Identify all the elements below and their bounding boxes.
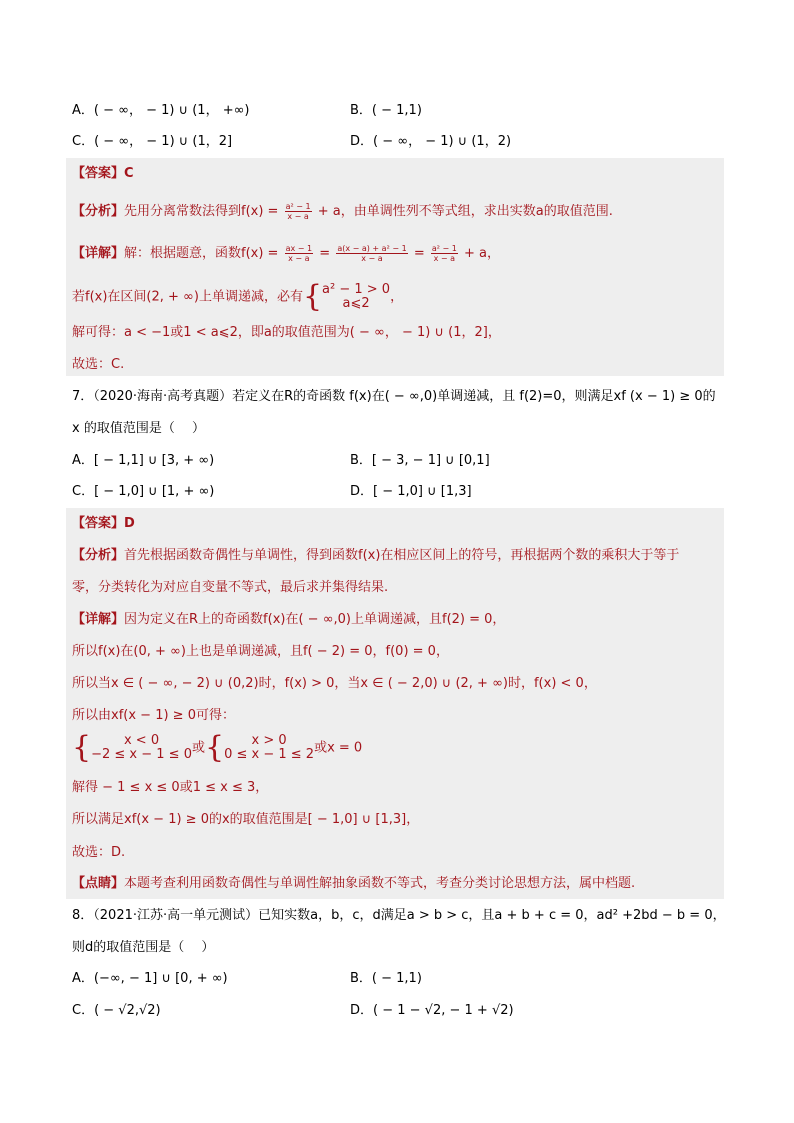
equals-sign: =	[319, 246, 331, 261]
q7-option-b: B．[ − 3, − 1] ∪ [0,1]	[350, 453, 490, 468]
q7-case-systems	[72, 730, 363, 765]
q7-comment-text: 本题考查利用函数奇偶性与单调性解抽象函数不等式，考查分类讨论思想方法，属中档题.	[124, 876, 636, 891]
detail-line	[72, 244, 500, 264]
q7-detail-line-6: 所以满足xf(x − 1) ≥ 0的x的取值范围是[ − 1,0] ∪ [1,3]，	[72, 812, 420, 827]
q7-answer-tag: 【答案】	[72, 516, 125, 531]
detail-fraction-1	[285, 244, 314, 263]
case-system-1	[91, 734, 192, 762]
option-c: C．( − ∞， − 1) ∪ (1，2]	[72, 134, 233, 149]
analysis-line	[72, 202, 613, 222]
answer-tag: 【答案】	[72, 166, 125, 181]
system-row-2: −2 ≤ x − 1 ≤ 0	[91, 747, 192, 762]
detail-fraction-3	[431, 244, 458, 263]
system-row-1: x > 0	[251, 733, 287, 748]
option-a: A．( − ∞， − 1) ∪ (1， +∞)	[72, 103, 250, 118]
fraction-denominator: x − a	[433, 254, 456, 263]
q8-option-a: A．(−∞, − 1] ∪ [0, + ∞)	[72, 971, 228, 986]
q7-stem-line-1: 7．（2020·海南·高考真题）若定义在R的奇函数 f(x)在( − ∞,0)单调递减，且 f(2)=0，则满足xf (x − 1) ≥ 0的	[72, 389, 716, 404]
q7-detail-line-2: 所以f(x)在(0, + ∞)上也是单调递减，且f( − 2) = 0，f(0) = 0，	[72, 644, 449, 659]
option-d: D．( − ∞， − 1) ∪ (1，2)	[350, 134, 512, 149]
fraction-numerator: ax − 1	[285, 244, 313, 253]
solution-block	[66, 158, 724, 376]
left-brace: {	[302, 279, 323, 314]
detail-text-post: + a，	[464, 246, 500, 261]
q8-stem-line-1: 8．（2021·江苏·高一单元测试）已知实数a，b，c，d满足a > b > c，且a + b + c = 0，ad² +2bd − b = 0，	[72, 908, 726, 923]
system-row-2: a⩽2	[342, 296, 370, 311]
analysis-fraction	[285, 202, 312, 221]
q7-detail-line-4: 所以由xf(x − 1) ≥ 0可得：	[72, 708, 235, 723]
case-system-2	[224, 734, 314, 762]
line2-pre: 若f(x)在区间(2, + ∞)上单调递减，必有	[72, 289, 303, 305]
option-b: B．( − 1,1)	[350, 103, 422, 118]
q7-option-a: A．[ − 1,1] ∪ [3, + ∞)	[72, 453, 215, 468]
q7-analysis-tag: 【分析】	[72, 548, 125, 563]
q7-analysis-line-1	[72, 546, 679, 566]
system-row-2: 0 ≤ x − 1 ≤ 2	[224, 747, 315, 762]
q7-comment-tag: 【点睛】	[72, 876, 125, 891]
q7-analysis-line-2: 零，分类转化为对应自变量不等式，最后求并集得结果.	[72, 580, 389, 595]
equals-sign: =	[413, 246, 425, 261]
fraction-numerator: a(x − a) + a² − 1	[337, 244, 407, 253]
q7-detail-line-1	[72, 610, 505, 630]
q7-option-d: D．[ − 1,0] ∪ [1,3]	[350, 484, 472, 499]
q7-detail-tag: 【详解】	[72, 612, 125, 627]
detail-line-4: 故选：C.	[72, 357, 125, 372]
detail-line-3: 解可得：a < −1或1 < a⩽2，即a的取值范围为( − ∞， − 1) ∪ (1，2]，	[72, 325, 501, 340]
detail-tag: 【详解】	[72, 246, 125, 261]
q7-detail-text: 因为定义在R上的奇函数f(x)在( − ∞,0)上单调递减，且f(2) = 0，	[124, 612, 506, 627]
analysis-text-post: + a，由单调性列不等式组，求出实数a的取值范围.	[317, 204, 613, 219]
q7-comment-line	[72, 874, 635, 894]
q7-answer-line	[72, 514, 135, 534]
fraction-numerator: a² − 1	[431, 244, 457, 253]
detail-line-2	[72, 279, 404, 314]
q7-option-c: C．[ − 1,0] ∪ [1, + ∞)	[72, 484, 215, 499]
q7-detail-line-7: 故选：D.	[72, 845, 126, 860]
q7-analysis-text: 首先根据函数奇偶性与单调性，得到函数f(x)在相应区间上的符号，再根据两个数的乘积大于等于	[124, 548, 680, 563]
line2-post: ，	[390, 289, 404, 305]
analysis-text-pre: 先用分离常数法得到f(x) =	[124, 204, 279, 219]
detail-text-pre: 解：根据题意，函数f(x) =	[124, 246, 279, 261]
q7-answer-value: D	[124, 516, 135, 531]
answer-line	[72, 164, 134, 184]
q7-detail-line-3: 所以当x ∈ ( − ∞, − 2) ∪ (0,2)时，f(x) > 0，当x ∈ ( − 2,0) ∪ (2, + ∞)时，f(x) < 0，	[72, 676, 597, 691]
left-brace: {	[204, 730, 225, 765]
q8-option-b: B．( − 1,1)	[350, 971, 422, 986]
q8-option-c: C．( − √2,√2)	[72, 1003, 161, 1018]
detail-fraction-2	[336, 244, 407, 263]
q8-stem-line-2: 则d的取值范围是（ ）	[72, 940, 215, 955]
fraction-denominator: x − a	[288, 254, 310, 263]
analysis-tag: 【分析】	[72, 204, 125, 219]
system-row-1: x < 0	[123, 733, 160, 748]
system-row-1: a² − 1 > 0	[322, 282, 391, 297]
q7-stem-line-2: x 的取值范围是（ ）	[72, 421, 205, 436]
q8-option-d: D．( − 1 − √2, − 1 + √2)	[350, 1003, 514, 1018]
q7-solution-block	[66, 508, 724, 899]
left-brace: {	[72, 730, 92, 765]
q7-detail-line-5: 解得 − 1 ≤ x ≤ 0或1 ≤ x ≤ 3，	[72, 780, 269, 795]
or-text: 或	[191, 740, 205, 756]
inequality-system	[322, 283, 390, 311]
fraction-numerator: a² − 1	[285, 202, 311, 211]
fraction-denominator: x − a	[287, 212, 309, 221]
or-x-zero: 或x = 0	[314, 740, 363, 756]
fraction-denominator: x − a	[361, 254, 383, 263]
answer-value: C	[124, 166, 134, 181]
